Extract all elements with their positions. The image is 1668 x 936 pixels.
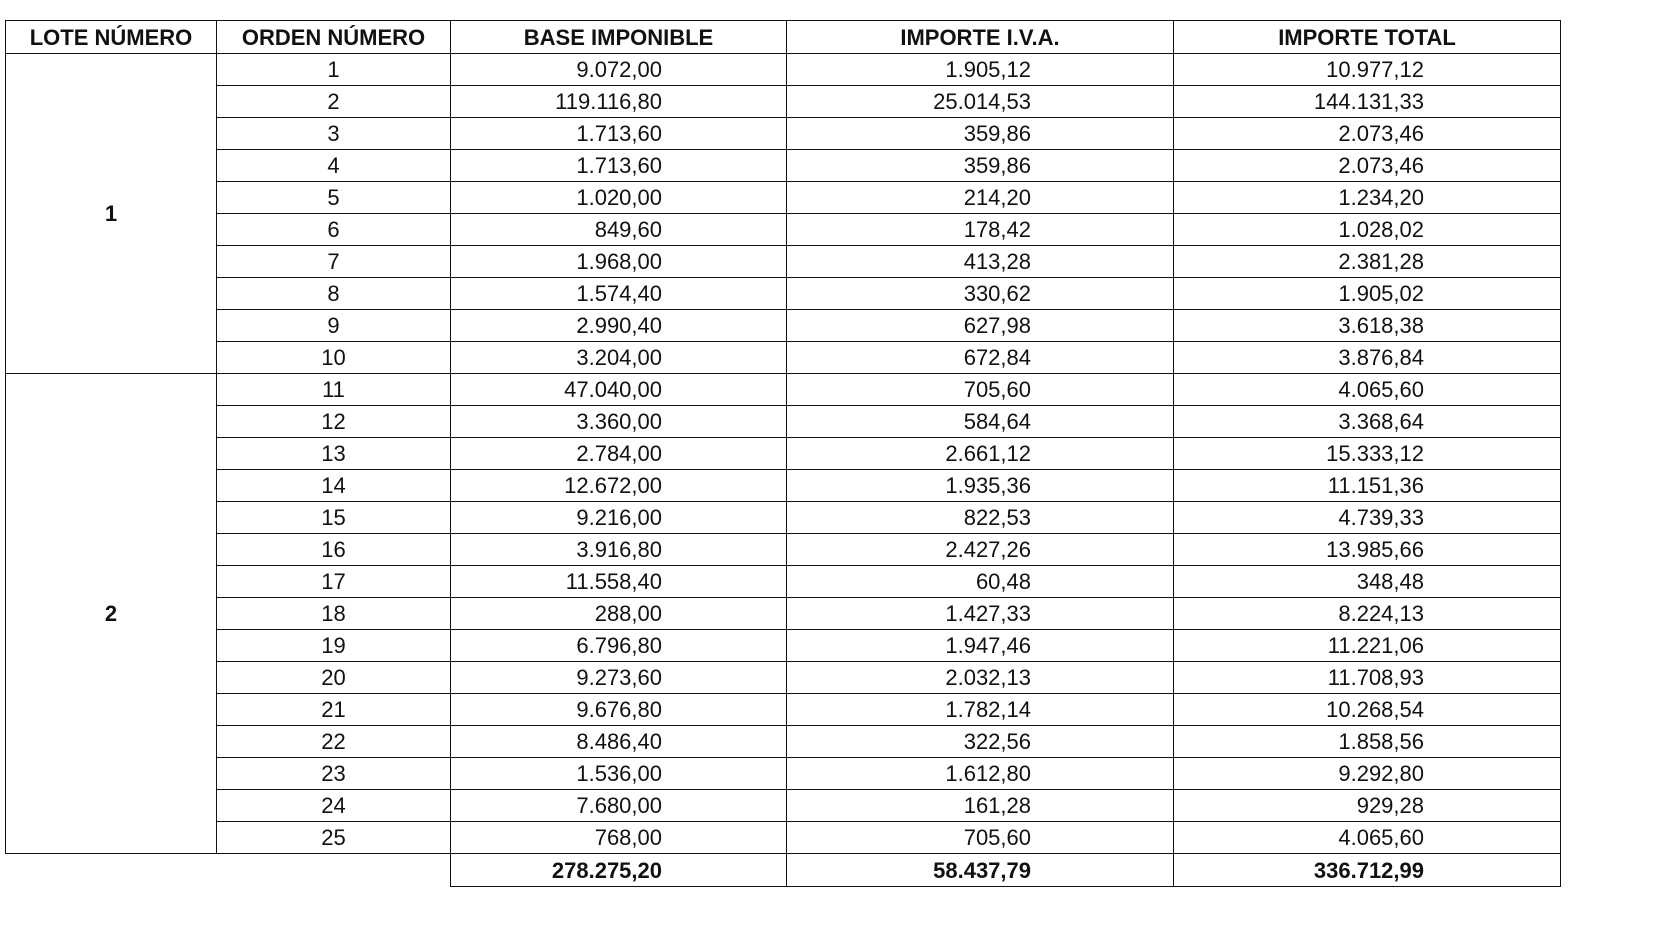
base-imponible-cell: 3.360,00 (451, 406, 787, 438)
orden-number-cell: 2 (217, 86, 451, 118)
orden-number-cell: 10 (217, 342, 451, 374)
importe-total-cell: 2.073,46 (1174, 118, 1561, 150)
base-imponible-cell: 7.680,00 (451, 790, 787, 822)
lote-number-cell: 1 (6, 54, 217, 374)
table-row (6, 534, 1561, 566)
invoice-lot-table (5, 20, 1561, 887)
header-importe-total: IMPORTE TOTAL (1174, 21, 1561, 54)
base-imponible-cell: 8.486,40 (451, 726, 787, 758)
importe-iva-cell: 359,86 (787, 118, 1174, 150)
orden-number-cell: 12 (217, 406, 451, 438)
totals-blank-cell (6, 854, 451, 887)
base-imponible-cell: 119.116,80 (451, 86, 787, 118)
table-row (6, 406, 1561, 438)
table-row (6, 566, 1561, 598)
table-row (6, 182, 1561, 214)
importe-total-cell: 1.905,02 (1174, 278, 1561, 310)
importe-total-cell: 13.985,66 (1174, 534, 1561, 566)
base-imponible-cell: 9.216,00 (451, 502, 787, 534)
importe-total-cell: 348,48 (1174, 566, 1561, 598)
base-imponible-cell: 9.072,00 (451, 54, 787, 86)
orden-number-cell: 5 (217, 182, 451, 214)
table-row (6, 342, 1561, 374)
orden-number-cell: 14 (217, 470, 451, 502)
table-row (6, 502, 1561, 534)
orden-number-cell: 17 (217, 566, 451, 598)
table-row (6, 214, 1561, 246)
table-row (6, 438, 1561, 470)
importe-iva-cell: 1.905,12 (787, 54, 1174, 86)
orden-number-cell: 9 (217, 310, 451, 342)
importe-iva-cell: 330,62 (787, 278, 1174, 310)
base-imponible-cell: 1.713,60 (451, 150, 787, 182)
table-row (6, 470, 1561, 502)
importe-total-cell: 4.065,60 (1174, 822, 1561, 854)
table-row (6, 86, 1561, 118)
importe-total-cell: 1.234,20 (1174, 182, 1561, 214)
base-imponible-cell: 12.672,00 (451, 470, 787, 502)
orden-number-cell: 11 (217, 374, 451, 406)
importe-total-cell: 3.368,64 (1174, 406, 1561, 438)
table-row (6, 598, 1561, 630)
orden-number-cell: 16 (217, 534, 451, 566)
table-row (6, 662, 1561, 694)
base-imponible-cell: 1.536,00 (451, 758, 787, 790)
orden-number-cell: 22 (217, 726, 451, 758)
base-imponible-cell: 9.676,80 (451, 694, 787, 726)
orden-number-cell: 24 (217, 790, 451, 822)
importe-iva-cell: 2.661,12 (787, 438, 1174, 470)
header-row (6, 21, 1561, 54)
table-row (6, 310, 1561, 342)
base-imponible-cell: 1.713,60 (451, 118, 787, 150)
importe-total-cell: 10.268,54 (1174, 694, 1561, 726)
table-row (6, 726, 1561, 758)
importe-iva-cell: 178,42 (787, 214, 1174, 246)
importe-total-cell: 15.333,12 (1174, 438, 1561, 470)
orden-number-cell: 6 (217, 214, 451, 246)
lote-number-cell: 2 (6, 374, 217, 854)
base-imponible-cell: 3.204,00 (451, 342, 787, 374)
importe-total-cell: 1.028,02 (1174, 214, 1561, 246)
importe-iva-cell: 1.947,46 (787, 630, 1174, 662)
table-row (6, 150, 1561, 182)
table-row (6, 790, 1561, 822)
table-row (6, 54, 1561, 86)
importe-iva-cell: 161,28 (787, 790, 1174, 822)
importe-total-cell: 3.618,38 (1174, 310, 1561, 342)
importe-iva-cell: 25.014,53 (787, 86, 1174, 118)
orden-number-cell: 15 (217, 502, 451, 534)
importe-total-cell: 9.292,80 (1174, 758, 1561, 790)
importe-iva-cell: 413,28 (787, 246, 1174, 278)
importe-iva-cell: 705,60 (787, 822, 1174, 854)
orden-number-cell: 4 (217, 150, 451, 182)
importe-total-cell: 4.739,33 (1174, 502, 1561, 534)
importe-total-cell: 11.708,93 (1174, 662, 1561, 694)
importe-iva-cell: 322,56 (787, 726, 1174, 758)
table-row (6, 118, 1561, 150)
orden-number-cell: 7 (217, 246, 451, 278)
base-imponible-cell: 11.558,40 (451, 566, 787, 598)
table-row (6, 630, 1561, 662)
base-imponible-cell: 2.990,40 (451, 310, 787, 342)
base-imponible-cell: 9.273,60 (451, 662, 787, 694)
orden-number-cell: 18 (217, 598, 451, 630)
base-imponible-cell: 3.916,80 (451, 534, 787, 566)
orden-number-cell: 13 (217, 438, 451, 470)
importe-iva-cell: 60,48 (787, 566, 1174, 598)
table-row (6, 822, 1561, 854)
base-imponible-cell: 768,00 (451, 822, 787, 854)
total-importe-total: 336.712,99 (1174, 854, 1561, 887)
importe-total-cell: 2.073,46 (1174, 150, 1561, 182)
base-imponible-cell: 1.020,00 (451, 182, 787, 214)
importe-total-cell: 3.876,84 (1174, 342, 1561, 374)
base-imponible-cell: 1.968,00 (451, 246, 787, 278)
importe-total-cell: 2.381,28 (1174, 246, 1561, 278)
importe-total-cell: 10.977,12 (1174, 54, 1561, 86)
header-base-imponible: BASE IMPONIBLE (451, 21, 787, 54)
importe-iva-cell: 672,84 (787, 342, 1174, 374)
base-imponible-cell: 47.040,00 (451, 374, 787, 406)
header-importe-iva: IMPORTE I.V.A. (787, 21, 1174, 54)
importe-total-cell: 11.151,36 (1174, 470, 1561, 502)
importe-iva-cell: 822,53 (787, 502, 1174, 534)
total-base-imponible: 278.275,20 (451, 854, 787, 887)
base-imponible-cell: 849,60 (451, 214, 787, 246)
importe-total-cell: 929,28 (1174, 790, 1561, 822)
importe-total-cell: 1.858,56 (1174, 726, 1561, 758)
orden-number-cell: 19 (217, 630, 451, 662)
importe-iva-cell: 214,20 (787, 182, 1174, 214)
header-lote-numero: LOTE NÚMERO (6, 21, 217, 54)
orden-number-cell: 8 (217, 278, 451, 310)
orden-number-cell: 20 (217, 662, 451, 694)
base-imponible-cell: 6.796,80 (451, 630, 787, 662)
orden-number-cell: 21 (217, 694, 451, 726)
orden-number-cell: 1 (217, 54, 451, 86)
importe-iva-cell: 1.612,80 (787, 758, 1174, 790)
importe-iva-cell: 584,64 (787, 406, 1174, 438)
base-imponible-cell: 2.784,00 (451, 438, 787, 470)
importe-iva-cell: 627,98 (787, 310, 1174, 342)
importe-iva-cell: 1.935,36 (787, 470, 1174, 502)
importe-total-cell: 4.065,60 (1174, 374, 1561, 406)
orden-number-cell: 3 (217, 118, 451, 150)
table-row (6, 246, 1561, 278)
importe-iva-cell: 359,86 (787, 150, 1174, 182)
table-row (6, 758, 1561, 790)
table-row (6, 374, 1561, 406)
importe-iva-cell: 1.782,14 (787, 694, 1174, 726)
table-row (6, 278, 1561, 310)
importe-total-cell: 144.131,33 (1174, 86, 1561, 118)
importe-total-cell: 11.221,06 (1174, 630, 1561, 662)
importe-iva-cell: 1.427,33 (787, 598, 1174, 630)
importe-total-cell: 8.224,13 (1174, 598, 1561, 630)
base-imponible-cell: 288,00 (451, 598, 787, 630)
table-row (6, 694, 1561, 726)
importe-iva-cell: 2.032,13 (787, 662, 1174, 694)
orden-number-cell: 25 (217, 822, 451, 854)
table-body (6, 54, 1561, 887)
orden-number-cell: 23 (217, 758, 451, 790)
total-importe-iva: 58.437,79 (787, 854, 1174, 887)
importe-iva-cell: 705,60 (787, 374, 1174, 406)
header-orden-numero: ORDEN NÚMERO (217, 21, 451, 54)
base-imponible-cell: 1.574,40 (451, 278, 787, 310)
importe-iva-cell: 2.427,26 (787, 534, 1174, 566)
totals-row (6, 854, 1561, 887)
